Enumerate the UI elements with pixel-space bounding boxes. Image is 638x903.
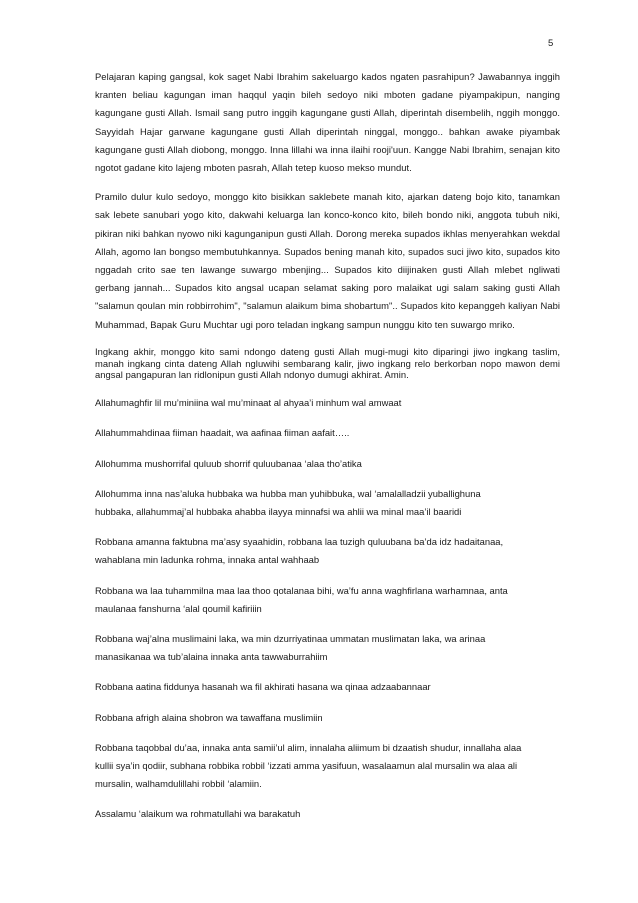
- prayer-text: Assalamu ‘alaikum wa rohmatullahi wa barakatuh: [95, 808, 301, 820]
- prayer-text: Robbana taqobbal du’aa, innaka anta samii’ul alim, innalaha aliimum bi dzaatish shudur, innallaha alaa: [95, 741, 522, 753]
- page-number: 5: [548, 38, 554, 49]
- paragraph-exhortation: Pramilo dulur kulo sedoyo, monggo kito bisikkan saklebete manah kito, ajarkan dateng bojo kito, tanamkan sak lebete sanubari yogo kito, dakwahi keluarga lan konco-konco kito, bileh bondo niki, anggota tubuh niki, pikiran niki bahkan nyowo niki kagunganipun gusti Allah. Dorong mereka supados ikhlas menyerahkan wekdal Allah, agomo lan bongso membutuhkannya. Supados bening manah kito, supados suci jiwo kito, supados kito nggadah crito sae ten lawange suwargo mbenjing... Supados kito diijinaken gusti Allah mlebet ngliwati gerbang jannah... Supados kito angsal ucapan selamat saking poro malaikat ugi salam saking gusti Allah "salamun qoulan min robbirrohim", "salamun alaikum bima shobartum".. Supados kito kepanggeh kaliyan Nabi Muhammad, Bapak Guru Muchtar ugi poro teladan ingkang sampun nunggu kito ten suwargo mriko.: [95, 191, 560, 330]
- paragraph-closing-prayer-intro: Ingkang akhir, monggo kito sami ndongo dateng gusti Allah mugi-mugi kito diparingi jiwo ingkang taslim, manah ingkang cinta dateng Allah ngluwihi sembarang kalir, jiwo ingkang relo berkorban nopo mawon demi angsal pangapuran lan ridlonipun gusti Allah ndonyo dumugi akhirat. Amin.: [95, 345, 560, 381]
- prayer-text: Allahummahdinaa fiiman haadait, wa aafinaa fiiman aafait…..: [95, 427, 350, 439]
- prayer-text: Robbana amanna faktubna ma’asy syaahidin, robbana laa tuzigh quluubana ba’da idz hadaitanaa,: [95, 536, 504, 548]
- prayer-text: Allahumaghfir lil mu’miniina wal mu’minaat al ahyaa’i minhum wal amwaat: [95, 397, 402, 409]
- prayer-text: Robbana aatina fiddunya hasanah wa fil akhirati hasana wa qinaa adzaabannaar: [95, 681, 431, 693]
- prayer-line: [95, 533, 560, 569]
- prayer-text: kullii sya’in qodiir, subhana robbika robbil ‘izzati amma yasifuun, wasalaamun alal mursalin wa alaa ali: [95, 760, 518, 772]
- prayer-text: Allohumma mushorrifal quluub shorrif quluubanaa ‘alaa tho’atika: [95, 457, 362, 469]
- prayer-line: [95, 630, 560, 666]
- prayer-text: maulanaa fanshurna ‘alal qoumil kafiriiin: [95, 602, 262, 614]
- prayer-text: Robbana afrigh alaina shobron wa tawaffana muslimiin: [95, 711, 323, 723]
- prayer-line: [95, 394, 560, 412]
- prayer-text: Allohumma inna nas’aluka hubbaka wa hubba man yuhibbuka, wal ‘amalalladzii yuballighuna: [95, 487, 481, 499]
- prayer-line: [95, 485, 560, 521]
- prayer-text: wahablana min ladunka rohma, innaka antal wahhaab: [95, 554, 320, 566]
- prayer-text: Robbana waj’alna muslimaini laka, wa min dzurriyatinaa ummatan muslimatan laka, wa arinaa: [95, 633, 486, 645]
- prayer-line: [95, 709, 560, 727]
- prayer-line: [95, 805, 560, 823]
- prayer-text: mursalin, walhamdulillahi robbil ‘alamiin.: [95, 778, 262, 790]
- prayer-text: Robbana wa laa tuhammilna maa laa thoo qotalanaa bihi, wa’fu anna waghfirlana warhamnaa, anta: [95, 584, 508, 596]
- paragraph-lesson-five: Pelajaran kaping gangsal, kok saget Nabi Ibrahim sakeluargo kados ngaten pasrahipun? Jawabannya inggih kranten beliau kagungan iman haqqul yaqin bileh sedoyo niki mboten gadane piyampakipun, nanging kagungane gusti Allah. Ismail sang putro inggih kagungane gusti Allah, diperintah disembelih, nggih monggo. Sayyidah Hajar garwane kagungane gusti Allah diperintah ninggal, monggo.. bahkan awake piyambak kagungane gusti Allah diobong, monggo. Inna lillahi wa inna ilaihi rooji'uun. Kangge Nabi Ibrahim, senajan kito ngotot gadane kito lajeng mboten pasrah, Allah tetep kuoso mekso mundut.: [95, 71, 560, 174]
- prayer-text: manasikanaa wa tub’alaina innaka anta tawwaburrahiim: [95, 651, 328, 663]
- prayer-text: hubbaka, allahummaj’al hubbaka ahabba ilayya minnafsi wa ahlii wa minal maa’il baaridi: [95, 506, 462, 518]
- prayer-line: [95, 455, 560, 473]
- prayer-line: [95, 678, 560, 696]
- prayer-line: [95, 739, 560, 794]
- document-body: [95, 68, 560, 836]
- prayer-line: [95, 582, 560, 618]
- prayer-line: [95, 424, 560, 442]
